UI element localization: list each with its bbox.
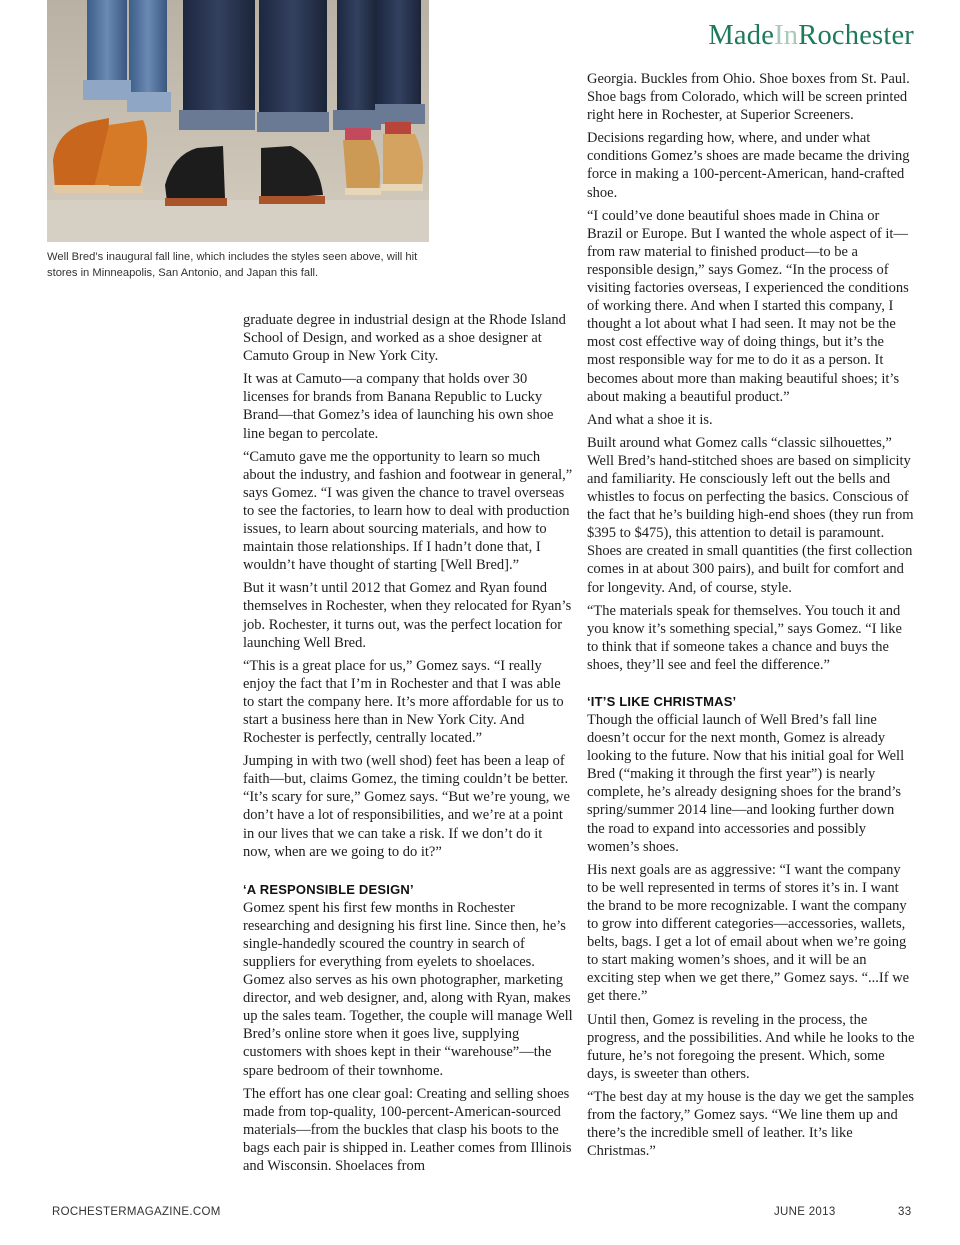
- paragraph: Georgia. Buckles from Ohio. Shoe boxes from St. Paul. Shoe bags from Colorado, which will be screen printed right here in Rochester, at Superior Screeners.: [587, 71, 910, 124]
- paragraph: Built around what Gomez calls “classic silhouettes,” Well Bred’s hand-stitched shoes are based on simplicity and familiarity. He consciously left out the bells and whistles to focus on perfecting the basics. Conscious of the fact that he’s building high-end shoes (they run from $395 to $475), this attention to detail is paramount. Shoes are created in small quantities (the first collection comes in at about 300 pairs), and built for comfort and for longevity. And, of course, style.: [587, 434, 914, 596]
- article-column-middle: [243, 311, 573, 1180]
- section-heading-responsible-design: ‘A RESPONSIBLE DESIGN’: [243, 881, 414, 897]
- masthead-rochester: Rochester: [798, 20, 914, 51]
- paragraph: But it wasn’t until 2012 that Gomez and Ryan found themselves in Rochester, when they relocated for Ryan’s job. Rochester, it turns out, was the perfect location for launching Well Bred.: [243, 580, 572, 651]
- paragraph: Gomez spent his first few months in Rochester researching and designing his first line. Since then, he’s single-handedly scoured the country in search of suppliers for everything from eyelets to shoelaces. Gomez also serves as his own photographer, marketing director, and web designer, and, along with Ryan, makes up the sales team. Together, the couple will manage Well Bred’s online store when it goes live, supplying customers with shoes kept in their “warehouse”—the spare bedroom of their townhome.: [243, 899, 573, 1079]
- paragraph: “This is a great place for us,” Gomez says. “I really enjoy the fact that I’m in Rochester and that I was able to start the company here. It’s more affordable for us to start a business here than in New York City. And Rochester is perfectly, centrally located.”: [243, 657, 564, 747]
- paragraph: Though the official launch of Well Bred’s fall line doesn’t occur for the next month, Gomez is already looking to the future. Now that his initial goal for Well Bred (“making it through the first year”) is nearly complete, he’s already designing shoes for the brand’s spring/summer 2014 line—and looking further down the road to expand into accessories and possibly women’s shoes.: [587, 712, 905, 855]
- paragraph: “The best day at my house is the day we get the samples from the factory,” Gomez says. “We line them up and there’s the incredible smell of leather. It’s like Christmas.”: [587, 1088, 914, 1160]
- shoes-illustration: [47, 0, 429, 242]
- masthead-in: In: [774, 20, 799, 51]
- page-number: 33: [898, 1206, 912, 1218]
- footer-date: JUNE 2013: [774, 1206, 836, 1218]
- section-heading-its-like-christmas: ‘IT’S LIKE CHRISTMAS’: [587, 694, 737, 709]
- photo-caption: Well Bred’s inaugural fall line, which includes the styles seen above, will hit stores in Minneapolis, San Antonio, and Japan this fall.: [47, 251, 418, 279]
- shoes-photo: [47, 0, 429, 242]
- masthead-made: Made: [708, 20, 775, 51]
- paragraph: Until then, Gomez is reveling in the process, the progress, and the possibilities. And while he looks to the future, he’s not foregoing the present. Which, some days, is sweeter than others.: [587, 1011, 915, 1082]
- paragraph: And what a shoe it is.: [587, 411, 713, 428]
- paragraph: “I could’ve done beautiful shoes made in China or Brazil or Europe. But I wanted the whole aspect of it—from raw material to finished product—to be a responsible design,” says Gomez. “In the process of visiting factories overseas, I experienced the conditions of working there. And when I started this company, I thought a lot about what I had seen. It may not be the most cost effective way of doing things, but it’s the most responsible way for me to do it as a person. It becomes about more than making beautiful shoes; it’s about making a beautiful product.”: [587, 207, 909, 405]
- paragraph: “The materials speak for themselves. You touch it and you know it’s something special,” says Gomez. “I like to think that if someone takes a chance and buys the shoes, they’ll see and feel the difference.”: [587, 602, 902, 673]
- paragraph: His next goals are as aggressive: “I want the company to be well represented in terms of stores it’s in. I want the brand to be more recognizable. I want the company to grow into different categories—accessories, wallets, belts, bags. I get a lot of email about when we’re going to start making women’s shoes, and it will be an exciting step when we get there,” Gomez says. “...If we get there.”: [587, 861, 910, 1005]
- footer-site: ROCHESTERMAGAZINE.COM: [52, 1206, 221, 1218]
- paragraph: “Camuto gave me the opportunity to learn so much about the industry, and fashion and footwear in general,” says Gomez. “I was given the chance to travel overseas to see the factories, to learn how to deal with production issues, to learn about sourcing materials, and how to maintain those relationships. If I hadn’t done that, I wouldn’t have thought of starting [Well Bred].”: [243, 448, 573, 574]
- masthead: [708, 20, 914, 52]
- article-column-right: [587, 70, 915, 1165]
- paragraph: Jumping in with two (well shod) feet has been a leap of faith—but, claims Gomez, the timing couldn’t be better. “It’s scary for sure,” Gomez says. “But we’re young, we don’t have a lot of responsibilities, and we’re at a point in our lives that we can take a risk. If we don’t do it now, when are we going to do it?”: [243, 753, 570, 860]
- paragraph: Decisions regarding how, where, and under what conditions Gomez’s shoes are made became the driving force in making a 100-percent-American, hand-crafted shoe.: [587, 130, 910, 201]
- paragraph: The effort has one clear goal: Creating and selling shoes made from top-quality, 100-percent-American-sourced materials—from the buckles that clasp his boots to the bags each pair is shipped in. Leather comes from Illinois and Wisconsin. Shoelaces from: [243, 1085, 572, 1175]
- paragraph: It was at Camuto—a company that holds over 30 licenses for brands from Banana Republic to Lucky Brand—that Gomez’s idea of launching his own shoe line began to percolate.: [243, 371, 554, 442]
- paragraph: graduate degree in industrial design at the Rhode Island School of Design, and worked as a shoe designer at Camuto Group in New York City.: [243, 312, 566, 365]
